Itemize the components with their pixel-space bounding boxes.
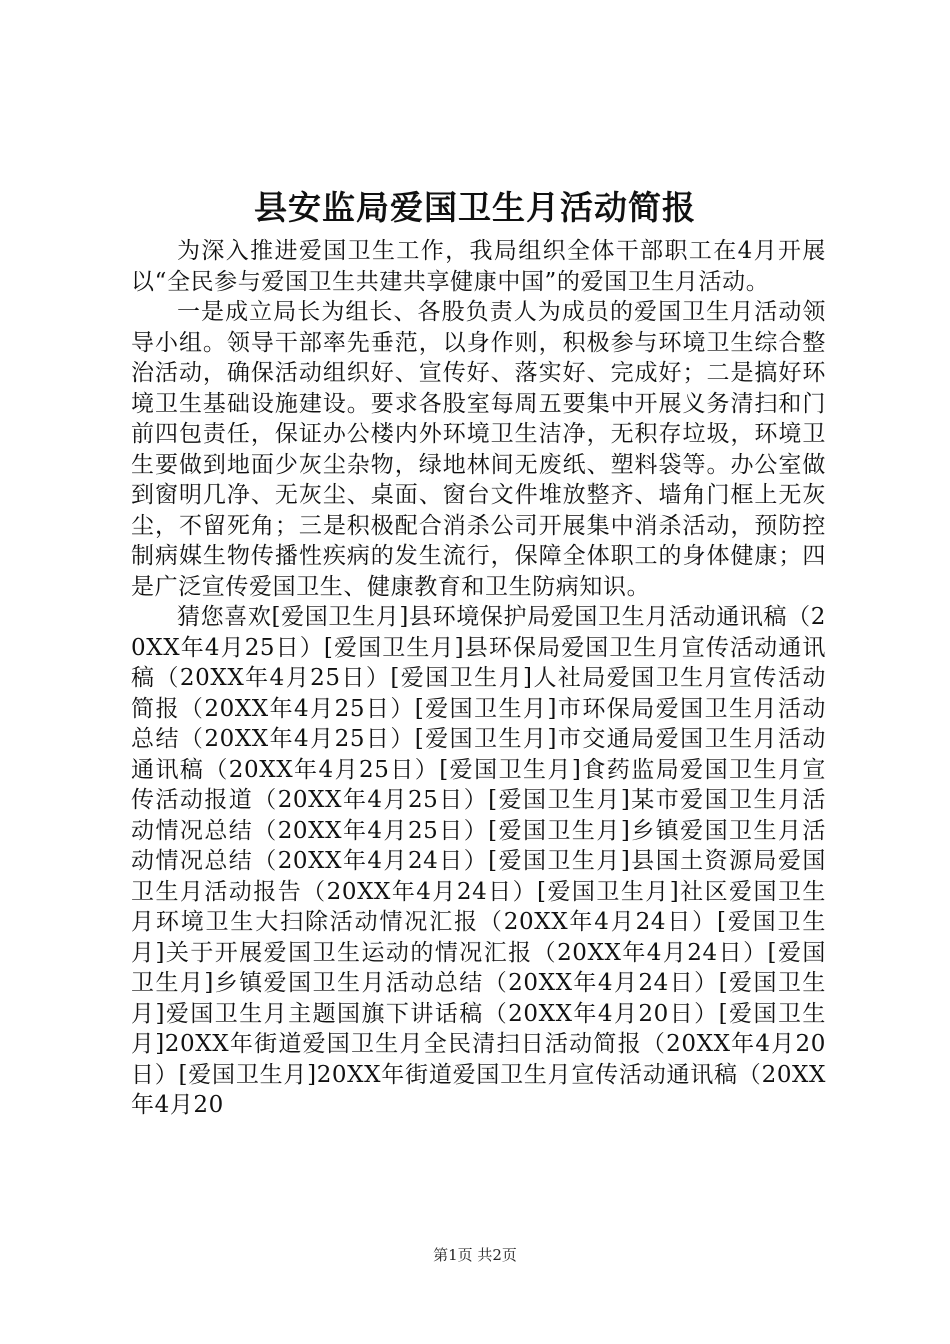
page-indicator: 第1页 共2页 xyxy=(433,1246,517,1264)
paragraph-measures: 一是成立局长为组长、各股负责人为成员的爱国卫生月活动领导小组。领导干部率先垂范，以身作则，积极参与环境卫生综合整治活动，确保活动组织好、宣传好、落实好、完成好；二是搞好环境卫生基础设施建设。要求各股室每周五要集中开展义务清扫和门前四包责任，保证办公楼内外环境卫生洁净，无积存垃圾，环境卫生要做到地面少灰尘杂物，绿地林间无废纸、塑料袋等。办公室做到窗明几净、无灰尘、桌面、窗台文件堆放整齐、墙角门框上无灰尘，不留死角；三是积极配合消杀公司开展集中消杀活动，预防控制病媒生物传播性疾病的发生流行，保障全体职工的身体健康；四是广泛宣传爱国卫生、健康教育和卫生防病知识。 xyxy=(131,299,826,600)
document-body xyxy=(131,236,826,1121)
document-title: 县安监局爱国卫生月活动简报 xyxy=(254,188,696,227)
paragraph-related-articles: 猜您喜欢[爱国卫生月]县环境保护局爱国卫生月活动通讯稿（20XX年4月25日）[爱国卫生月]县环保局爱国卫生月宣传活动通讯稿（20XX年4月25日）[爱国卫生月]人社局爱国卫生月宣传活动简报（20XX年4月25日）[爱国卫生月]市环保局爱国卫生月活动总结（20XX年4月25日）[爱国卫生月]市交通局爱国卫生月活动通讯稿（20XX年4月25日）[爱国卫生月]食药监局爱国卫生月宣传活动报道（20XX年4月25日）[爱国卫生月]某市爱国卫生月活动情况总结（20XX年4月25日）[爱国卫生月]乡镇爱国卫生月活动情况总结（20XX年4月24日）[爱国卫生月]县国土资源局爱国卫生月活动报告（20XX年4月24日）[爱国卫生月]社区爱国卫生月环境卫生大扫除活动情况汇报（20XX年4月24日）[爱国卫生月]关于开展爱国卫生运动的情况汇报（20XX年4月24日）[爱国卫生月]乡镇爱国卫生月活动总结（20XX年4月24日）[爱国卫生月]爱国卫生月主题国旗下讲话稿（20XX年4月20日）[爱国卫生月]20XX年街道爱国卫生月全民清扫日活动简报（20XX年4月20日）[爱国卫生月]20XX年街道爱国卫生月宣传活动通讯稿（20XX年4月20 xyxy=(131,604,826,1118)
paragraph-intro: 为深入推进爱国卫生工作，我局组织全体干部职工在4月开展以“全民参与爱国卫生共建共享健康中国”的爱国卫生月活动。 xyxy=(131,238,826,295)
page-footer xyxy=(0,1244,950,1265)
